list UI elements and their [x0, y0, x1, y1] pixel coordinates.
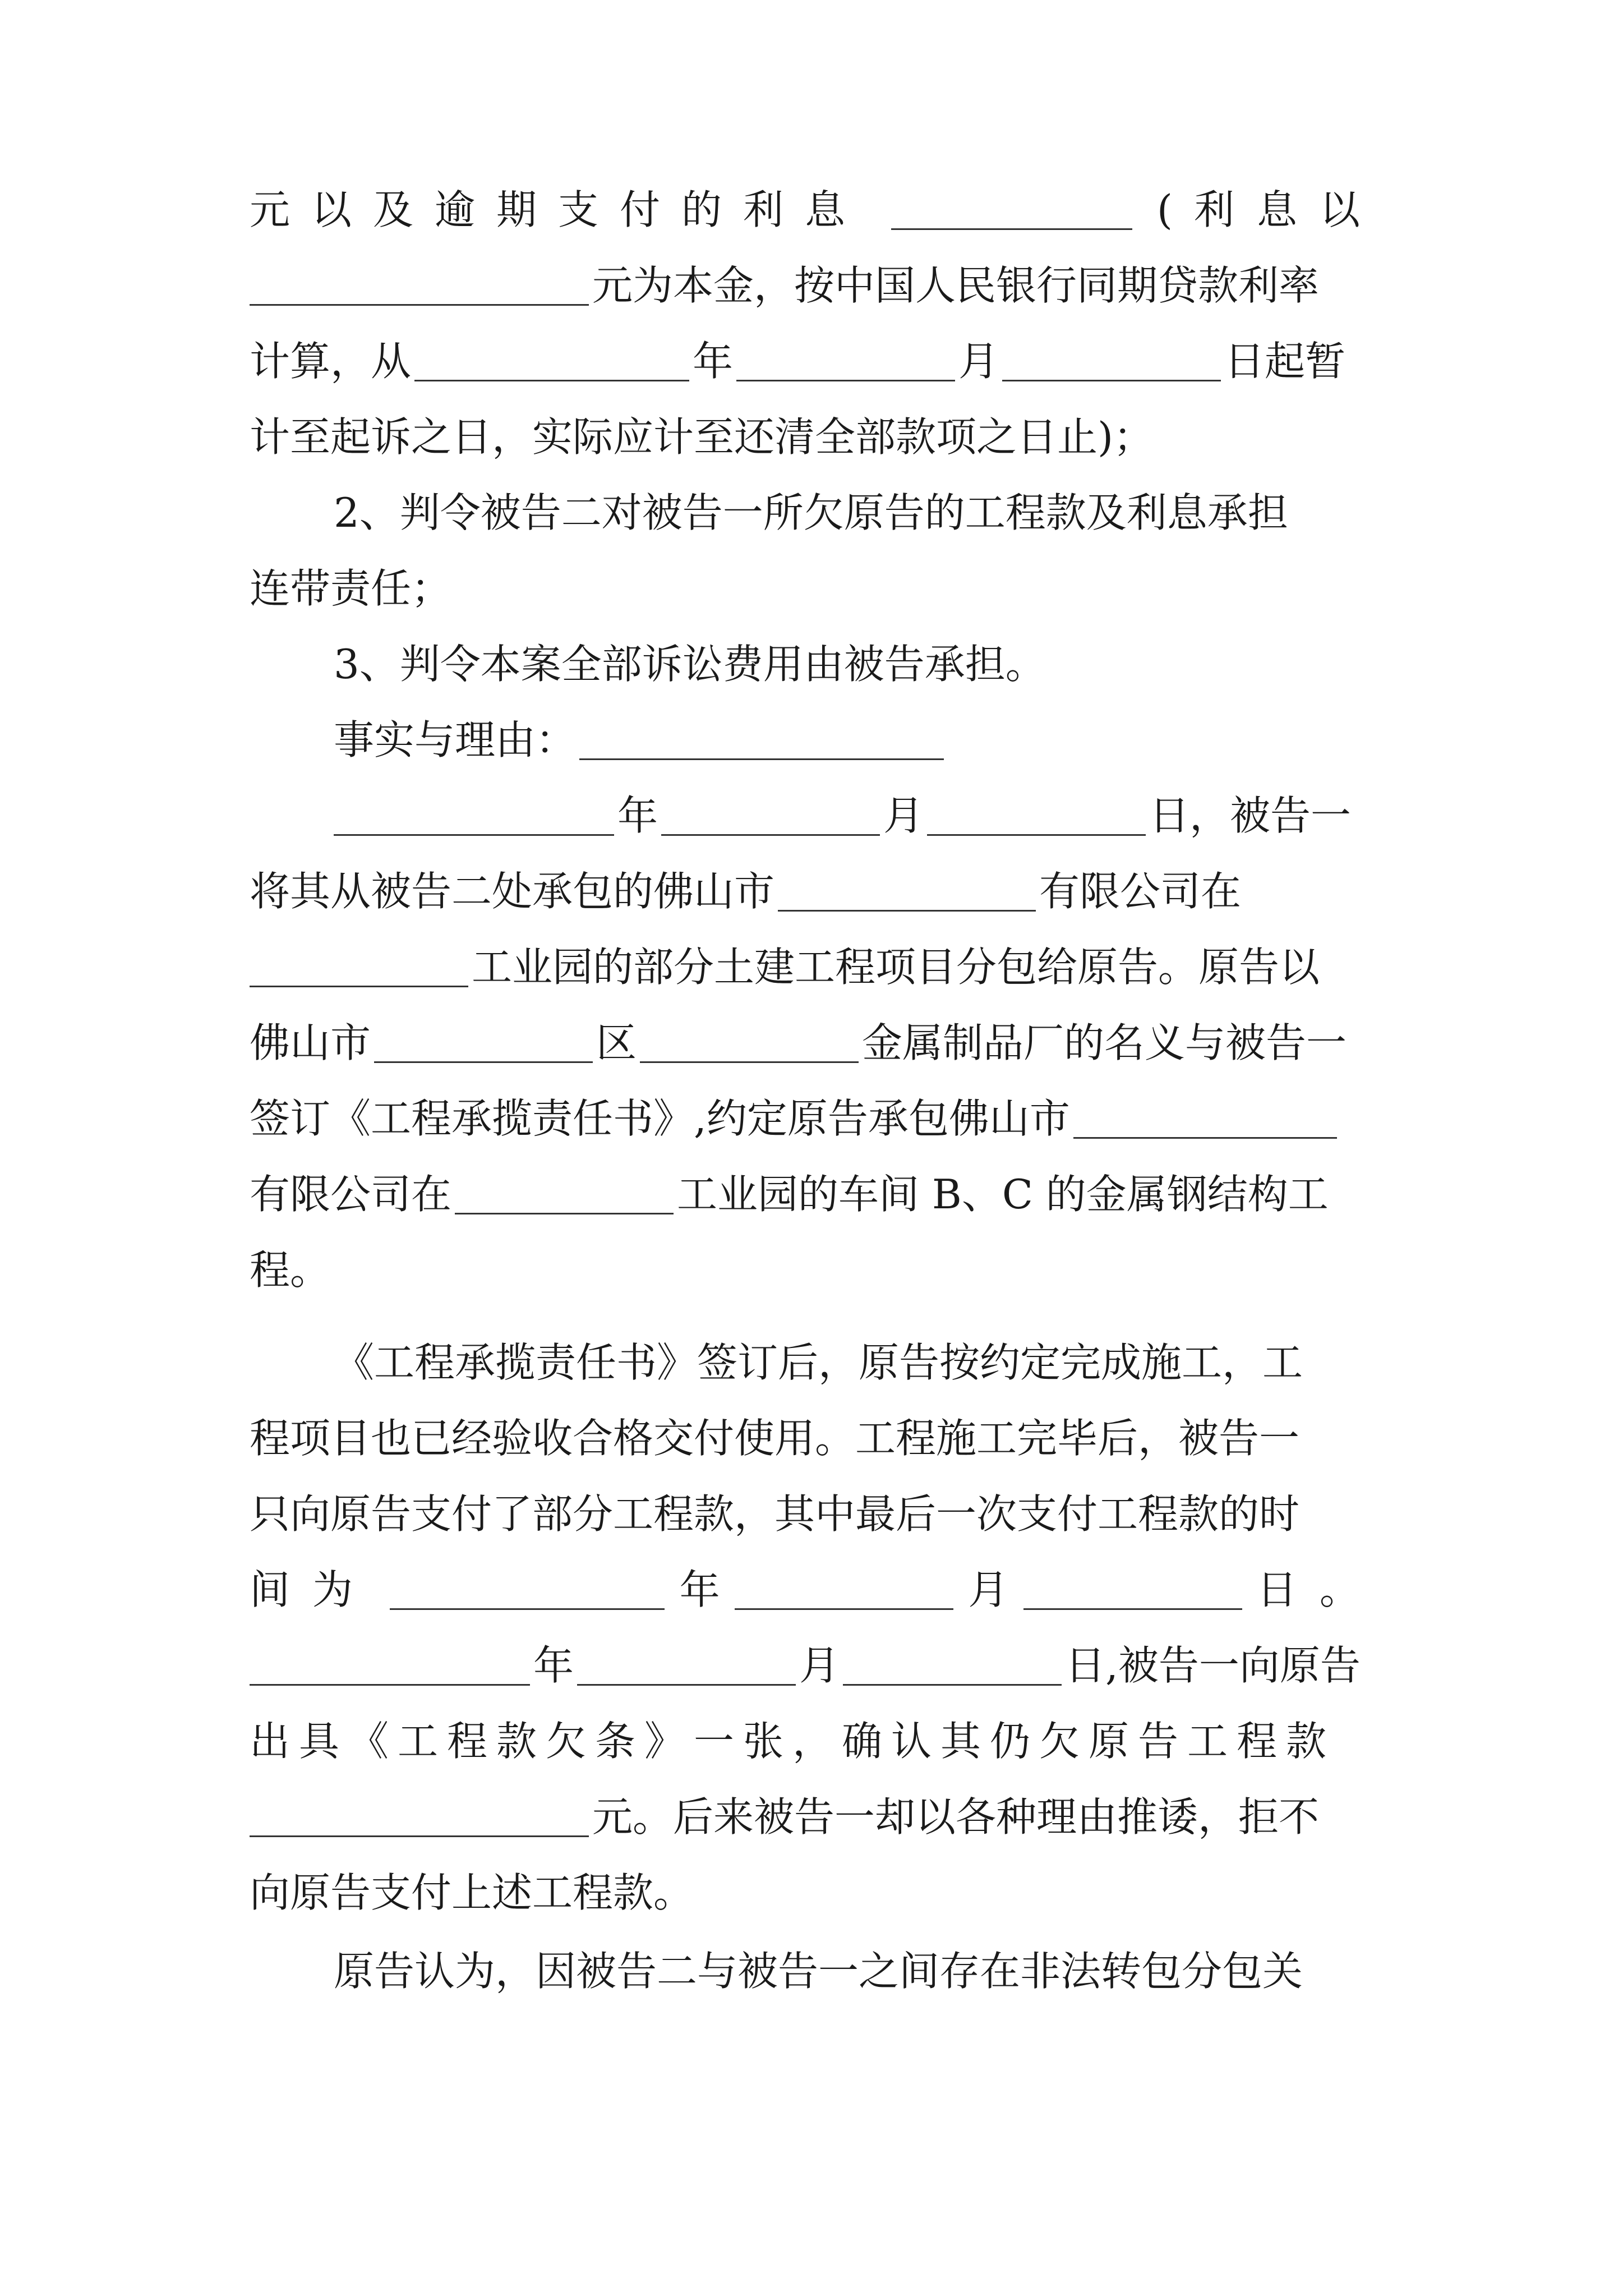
text-segment: 事实与理由： [334, 716, 577, 763]
text-segment: 利息以 [1193, 186, 1382, 233]
fill-blank[interactable] [577, 1639, 796, 1686]
fill-blank[interactable] [374, 1016, 593, 1063]
fill-blank[interactable] [414, 335, 689, 381]
text-segment: 间为 [250, 1566, 376, 1613]
text-segment: 只向原告支付了部分工程款，其中最后一次支付工程款的时 [250, 1490, 1300, 1538]
text-segment: 区 [596, 1019, 637, 1066]
text-segment: 日。 [1256, 1566, 1382, 1613]
text-line [250, 693, 1382, 763]
text-segment: ( [1156, 186, 1173, 233]
text-segment: 元以及逾期支付的利息 [250, 186, 867, 233]
text-segment: 向原告支付上述工程款。 [250, 1869, 694, 1916]
text-line [250, 1924, 1382, 1995]
text-segment: 日,被告一向原告 [1065, 1642, 1361, 1689]
text-segment: 月 [968, 1566, 1009, 1613]
text-line [250, 541, 1382, 612]
fill-blank[interactable] [1073, 1092, 1337, 1139]
text-line [250, 163, 1382, 233]
text-line [250, 844, 1382, 915]
fill-blank[interactable] [1023, 1563, 1242, 1610]
fill-blank[interactable] [250, 1791, 589, 1837]
text-segment: 连带责任； [250, 565, 452, 612]
text-line [250, 238, 1382, 309]
fill-blank[interactable] [455, 1168, 674, 1214]
text-segment: 有限公司在 [1039, 868, 1242, 915]
text-line [250, 920, 1382, 991]
text-segment: 出具《工程款欠条》一张，确认其仍欠原告工程款 [250, 1718, 1336, 1765]
text-segment: 月 [883, 792, 924, 839]
fill-blank[interactable] [735, 1563, 953, 1610]
text-line [250, 1391, 1382, 1462]
fill-blank[interactable] [778, 865, 1036, 912]
text-segment: 程项目也已经验收合格交付使用。工程施工完毕后，被告一 [250, 1415, 1300, 1462]
text-segment: 程。 [250, 1246, 331, 1294]
fill-blank[interactable] [891, 183, 1132, 230]
text-segment: 工业园的部分土建工程项目分包给原告。原告以 [472, 944, 1320, 991]
text-segment: 年 [693, 338, 734, 385]
fill-blank[interactable] [334, 789, 614, 836]
text-segment: 年 [617, 792, 658, 839]
text-segment: 计至起诉之日，实际应计至还清全部款项之日止)； [250, 413, 1154, 461]
text-segment: 工业园的车间 B、C 的金属钢结构工 [677, 1171, 1329, 1218]
text-line [250, 390, 1382, 461]
text-line [250, 617, 1382, 688]
text-line [250, 996, 1382, 1066]
text-segment: 日，被告一 [1149, 792, 1352, 839]
text-segment: 日起暂 [1224, 338, 1346, 385]
fill-blank[interactable] [927, 789, 1146, 836]
text-line [250, 1618, 1382, 1689]
text-segment: 月 [799, 1642, 840, 1689]
fill-blank[interactable] [1002, 335, 1221, 381]
fill-blank[interactable] [250, 1639, 530, 1686]
text-segment: 签订《工程承揽责任书》,约定原告承包佛山市 [250, 1095, 1070, 1142]
fill-blank[interactable] [579, 714, 944, 760]
text-line [250, 314, 1382, 385]
text-line [250, 1846, 1382, 1916]
text-segment: 金属制品厂的名义与被告一 [862, 1019, 1347, 1066]
fill-blank[interactable] [390, 1563, 665, 1610]
fill-blank[interactable] [640, 1016, 859, 1063]
fill-blank[interactable] [843, 1639, 1062, 1686]
fill-blank[interactable] [250, 941, 468, 987]
fill-blank[interactable] [661, 789, 880, 836]
fill-blank[interactable] [250, 259, 589, 306]
text-line [250, 1071, 1382, 1142]
text-line [250, 1770, 1382, 1841]
text-segment: 年 [533, 1642, 574, 1689]
text-segment: 计算，从 [250, 338, 412, 385]
text-line [250, 1223, 1382, 1294]
fill-blank[interactable] [736, 335, 955, 381]
text-segment: 元为本金，按中国人民银行同期贷款利率 [592, 262, 1320, 309]
text-segment: 有限公司在 [250, 1171, 452, 1218]
text-line [250, 1147, 1382, 1218]
text-line [250, 1315, 1382, 1386]
text-line [250, 769, 1382, 839]
text-segment: 3、判令本案全部诉讼费用由被告承担。 [334, 641, 1046, 688]
text-segment: 月 [958, 338, 999, 385]
text-segment: 将其从被告二处承包的佛山市 [250, 868, 775, 915]
text-segment: 元。后来被告一却以各种理由推诿，拒不 [592, 1793, 1320, 1841]
text-segment: 原告认为，因被告二与被告一之间存在非法转包分包关 [334, 1948, 1303, 1995]
text-segment: 年 [679, 1566, 720, 1613]
text-line [250, 466, 1382, 536]
text-segment: 佛山市 [250, 1019, 371, 1066]
text-segment: 2、判令被告二对被告一所欠原告的工程款及利息承担 [334, 489, 1288, 536]
text-line [250, 1467, 1382, 1538]
text-segment: 《工程承揽责任书》签订后，原告按约定完成施工，工 [334, 1339, 1303, 1386]
text-line [250, 1694, 1382, 1765]
text-line [250, 1543, 1382, 1613]
